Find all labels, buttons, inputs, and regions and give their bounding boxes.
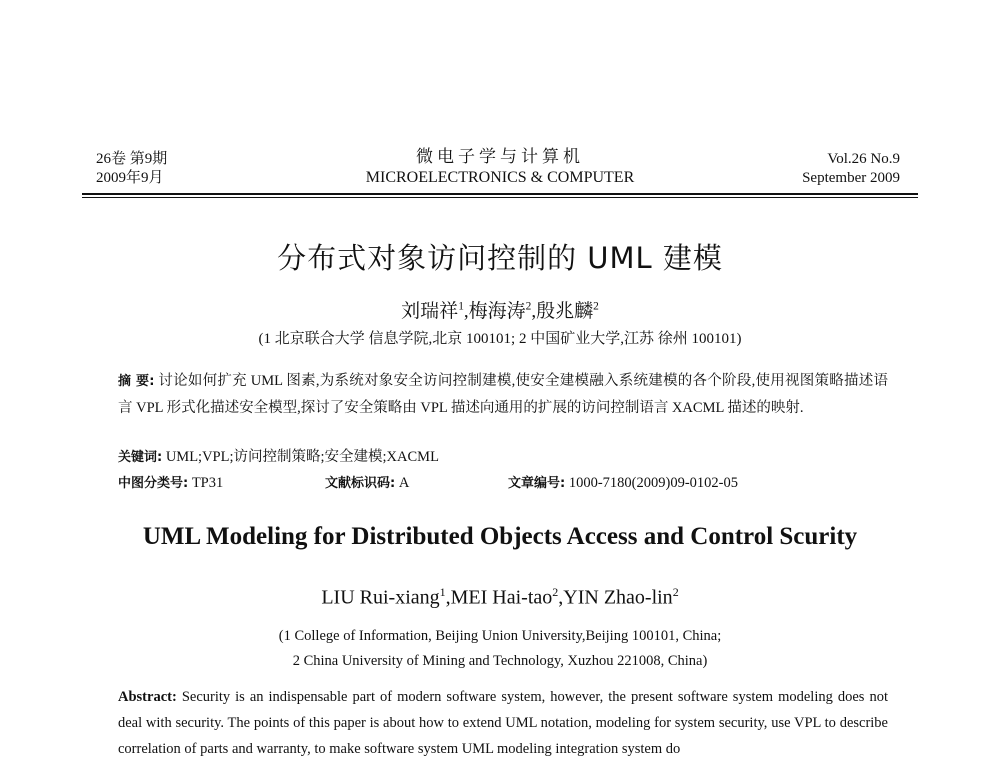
paper-title-cn: 分布式对象访问控制的 UML 建模 (277, 241, 723, 275)
date-cn: 2009年9月 (96, 170, 164, 186)
author-affil-mark: 1 (458, 300, 464, 313)
affiliation-line: (1 College of Information, Beijing Union University,Beijing 100101, China; (278, 628, 722, 644)
abstract-en (118, 684, 888, 762)
author-affil-mark: 2 (552, 585, 559, 599)
classification-label: 中图分类号: (118, 476, 189, 491)
abstract-label-cn: 摘 要: (118, 374, 155, 389)
journal-name-cn: 微电子学与计算机 (416, 147, 584, 166)
classification-value: TP31 (191, 475, 224, 491)
authors-cn: 刘瑞祥$^1$,梅海涛$^2$,殷兆麟$^2$ (401, 300, 599, 322)
header-left (96, 150, 167, 188)
date-en: September 2009 (802, 170, 900, 186)
document-code (325, 472, 409, 492)
keywords-cn (118, 445, 439, 466)
authors-en: LIU Rui-xiang$^1$,MEI Hai-tao$^2$,YIN Zhao-lin$^2$ (321, 585, 679, 609)
abstract-text-cn: 讨论如何扩充 UML 图素,为系统对象安全访问控制建模,使安全建模融入系统建模的各个阶段,使用视图策略描述语言 VPL 形式化描述安全模型,探讨了安全策略由 VPL 描述向通用的扩展的访问控制语言 XACML 描述的映射. (118, 373, 888, 416)
abstract-text-en: Security is an indispensable part of modern software system, however, the present software system modeling does not deal with security. The points of this paper is about how to extend UML notation, modeling for system security, use VPL to describe correlation of parts and warranty, to make software system UML modeling integration system do (118, 689, 888, 757)
document-code-label: 文献标识码: (325, 476, 396, 491)
journal-name-en: MICROELECTRONICS & COMPUTER (365, 169, 635, 186)
article-number-label: 文章编号: (508, 476, 566, 491)
author-affil-mark: 2 (593, 300, 599, 313)
affiliation-cn: (1 北京联合大学 信息学院,北京 100101; 2 中国矿业大学,江苏 徐州 100101) (258, 331, 742, 347)
author-name: LIU Rui-xiang (321, 586, 440, 609)
classification (118, 472, 223, 492)
author-name: 梅海涛 (468, 301, 526, 322)
header-rule (82, 193, 918, 195)
paper-title-en: UML Modeling for Distributed Objects Access and Control Scurity (142, 523, 858, 550)
keywords-label: 关键词: (118, 450, 163, 465)
volume-issue-en: Vol.26 No.9 (827, 151, 900, 167)
volume-issue-cn: 26卷 第9期 (96, 151, 168, 167)
author-name: 殷兆麟 (536, 301, 594, 322)
document-code-value: A (398, 475, 410, 491)
header-right (802, 150, 900, 188)
journal-name (300, 146, 700, 188)
author-affil-mark: 2 (672, 585, 679, 599)
author-name: YIN Zhao-lin (563, 586, 673, 609)
keywords-text: UML;VPL;访问控制策略;安全建模;XACML (165, 449, 439, 465)
header-rule-thin (82, 197, 918, 198)
abstract-cn (118, 368, 888, 421)
author-name: 刘瑞祥 (401, 301, 459, 322)
author-affil-mark: 2 (525, 300, 532, 313)
author-affil-mark: 1 (439, 585, 446, 599)
author-name: MEI Hai-tao (450, 586, 553, 609)
article-number-value: 1000-7180(2009)09-0102-05 (568, 475, 738, 491)
abstract-label-en: Abstract: (118, 689, 177, 705)
affiliation-line: 2 China University of Mining and Technology, Xuzhou 221008, China) (292, 653, 708, 669)
affiliation-en (0, 624, 1000, 674)
article-number (508, 472, 738, 492)
